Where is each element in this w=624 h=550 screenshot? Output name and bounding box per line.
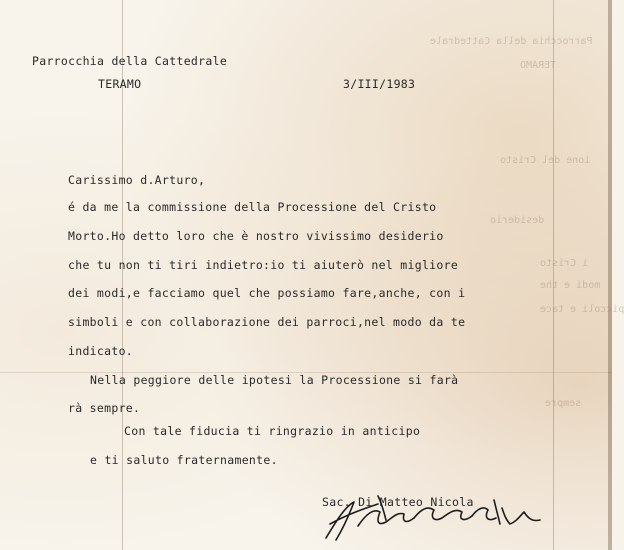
show-through-text: modi e the xyxy=(540,280,601,291)
handwritten-signature xyxy=(318,478,558,546)
body-line: Morto.Ho detto loro che è nostro vivissimo desiderio xyxy=(68,229,444,243)
body-line: simboli e con collaborazione dei parroci,nel modo da te xyxy=(68,315,466,329)
body-line: che tu non ti tiri indietro:io ti aiuterò nel migliore xyxy=(68,258,459,272)
fold-line xyxy=(553,0,554,550)
salutation: Carissimo d.Arturo, xyxy=(68,173,206,187)
show-through-text: i Cristo xyxy=(540,258,589,269)
show-through-text: desiderio xyxy=(490,215,545,226)
show-through-text: sempre xyxy=(545,398,582,409)
body-line: rà sempre. xyxy=(68,401,141,415)
body-line: é da me la commissione della Processione del Cristo xyxy=(68,200,437,214)
show-through-text: TERAMO xyxy=(520,60,557,71)
city-name: TERAMO xyxy=(98,77,142,91)
typed-signature: Sac. Di Matteo Nicola xyxy=(322,495,474,509)
body-line: Nella peggiore delle ipotesi la Processione si farà xyxy=(90,373,459,387)
show-through-text: ione del Cristo xyxy=(500,155,591,166)
letter-date: 3/III/1983 xyxy=(343,77,416,91)
parish-name: Parrocchia della Cattedrale xyxy=(32,54,228,68)
show-through-text: piccoli e tace xyxy=(540,304,624,315)
body-line: indicato. xyxy=(68,344,134,358)
show-through-text: Parrocchia della Cattedrale xyxy=(430,36,593,47)
paper-edge xyxy=(608,0,612,550)
body-line: Con tale fiducia ti ringrazio in anticipo xyxy=(124,424,421,438)
body-line: dei modi,e facciamo quel che possiamo fare,anche, con i xyxy=(68,286,466,300)
body-line: e ti saluto fraternamente. xyxy=(90,453,278,467)
